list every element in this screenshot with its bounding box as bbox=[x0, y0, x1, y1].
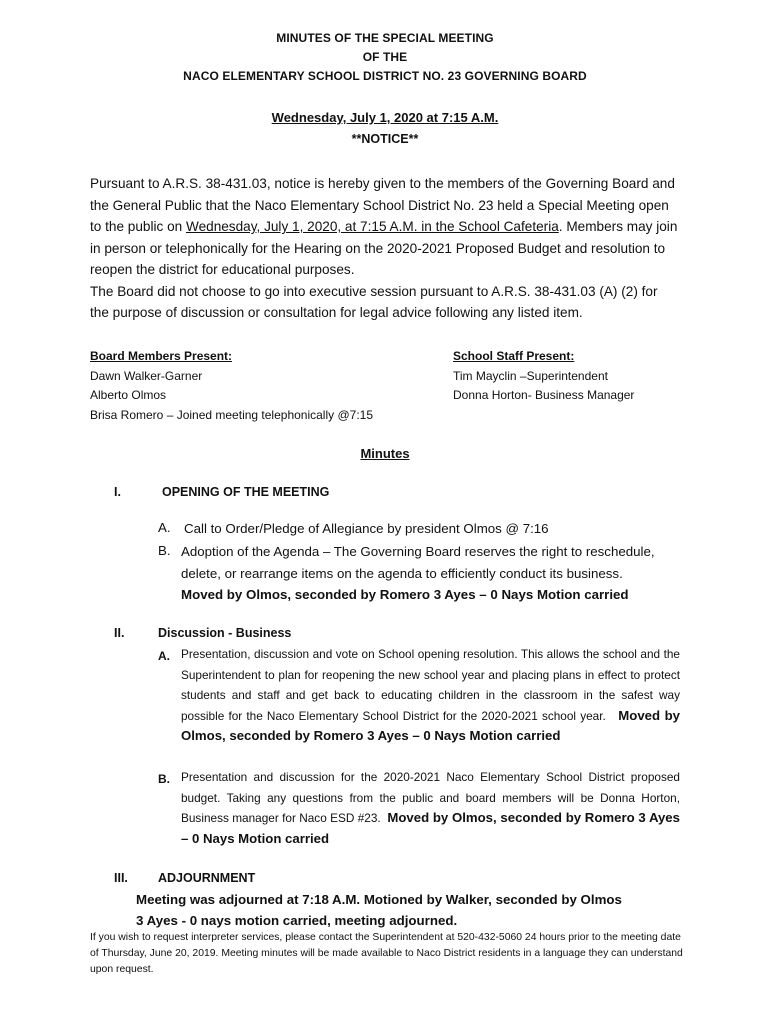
staff-list bbox=[453, 347, 634, 406]
item-label: B. bbox=[158, 772, 170, 786]
adjournment-line-1: Meeting was adjourned at 7:18 A.M. Motioned by Walker, seconded by Olmos bbox=[136, 892, 622, 907]
section-3-numeral: III. bbox=[114, 871, 128, 885]
title-line-3: NACO ELEMENTARY SCHOOL DISTRICT NO. 23 GOVERNING BOARD bbox=[183, 69, 587, 83]
title-line-1: MINUTES OF THE SPECIAL MEETING bbox=[276, 31, 494, 45]
item-2a-motion: Moved by Olmos, seconded by Romero 3 Ayes – 0 Nays Motion carried bbox=[181, 707, 680, 743]
section-2-title: Discussion - Business bbox=[158, 626, 292, 640]
board-member: Alberto Olmos bbox=[90, 388, 167, 402]
item-2b bbox=[158, 767, 680, 849]
board-member: Brisa Romero – Joined meeting telephonically @7:15 bbox=[90, 407, 374, 422]
section-1-title: OPENING OF THE MEETING bbox=[162, 485, 330, 499]
item-label: A. bbox=[158, 649, 170, 663]
board-members-heading: Board Members Present: bbox=[90, 349, 233, 363]
item-1b bbox=[181, 541, 681, 606]
staff-heading: School Staff Present: bbox=[453, 349, 575, 363]
item-label: A. bbox=[158, 520, 171, 535]
item-1a-text: Call to Order/Pledge of Allegiance by president Olmos @ 7:16 bbox=[184, 521, 549, 536]
adjournment-line-2: 3 Ayes - 0 nays motion carried, meeting adjourned. bbox=[136, 912, 458, 928]
item-1b-motion: Moved by Olmos, seconded by Romero 3 Ayes – 0 Nays Motion carried bbox=[181, 587, 629, 602]
board-member: Dawn Walker-Garner bbox=[90, 368, 203, 383]
minutes-heading: Minutes bbox=[360, 446, 410, 461]
footer-note: If you wish to request interpreter services, please contact the Superintendent at 520-432-5060 24 hours prior to the meeting date of Thursday, June 20, 2019. Meeting minutes will be made available to Naco District residents in a language they can understand upon request. bbox=[90, 932, 683, 975]
meeting-location: Wednesday, July 1, 2020, at 7:15 A.M. in the School Cafeteria bbox=[185, 219, 559, 234]
adjournment-text bbox=[136, 890, 622, 931]
meeting-date: Wednesday, July 1, 2020 at 7:15 A.M. bbox=[271, 110, 499, 125]
staff-member: Tim Mayclin –Superintendent bbox=[453, 368, 608, 383]
item-2b-motion: Moved by Olmos, seconded by Romero 3 Ayes – 0 Nays Motion carried bbox=[181, 810, 680, 846]
item-2a bbox=[158, 644, 680, 747]
title-line-2: OF THE bbox=[362, 50, 408, 64]
section-3-title: ADJOURNMENT bbox=[158, 871, 256, 885]
intro-paragraph-1: Pursuant to A.R.S. 38-431.03, notice is hereby given to the members of the Governing Board and the General Public that the Naco Elementary School District No. 23 held a Special Meeting open to the public on Wednesday, July 1, 2020, at 7:15 A.M. in the School Cafeteria. Members may join in person or telephonically for the Hearing on the 2020-2021 Proposed Budget and resolution to reopen the district for educational purposes. bbox=[90, 176, 678, 277]
item-2a-text: Presentation, discussion and vote on School opening resolution. This allows the school and the Superintendent to plan for reopening the new school year and placing plans in effect to protect students and staff and get back to educating children in the classroom in the safest way possible for the Naco Elementary School District for the 2020-2021 school year. bbox=[181, 647, 680, 723]
item-label: B. bbox=[158, 543, 171, 558]
notice-heading: **NOTICE** bbox=[351, 132, 419, 146]
intro-paragraph-2: The Board did not choose to go into executive session pursuant to A.R.S. 38-431.03 (A) (2) for the purpose of discussion or consultation for legal advice following any listed item. bbox=[90, 283, 658, 320]
item-2b-text: Presentation and discussion for the 2020-2021 Naco Elementary School District proposed budget. Taking any questions from the public and board members will be Donna Horton, Business manager for Naco ESD #23. bbox=[181, 770, 680, 825]
intro-text bbox=[90, 173, 680, 324]
section-2-numeral: II. bbox=[114, 626, 125, 640]
board-members-list bbox=[90, 347, 373, 425]
item-1b-text: Adoption of the Agenda – The Governing Board reserves the right to reschedule, delete, or rearrange items on the agenda to efficiently conduct its business. bbox=[181, 544, 655, 581]
section-1-numeral: I. bbox=[114, 485, 121, 499]
staff-member: Donna Horton- Business Manager bbox=[453, 388, 635, 402]
